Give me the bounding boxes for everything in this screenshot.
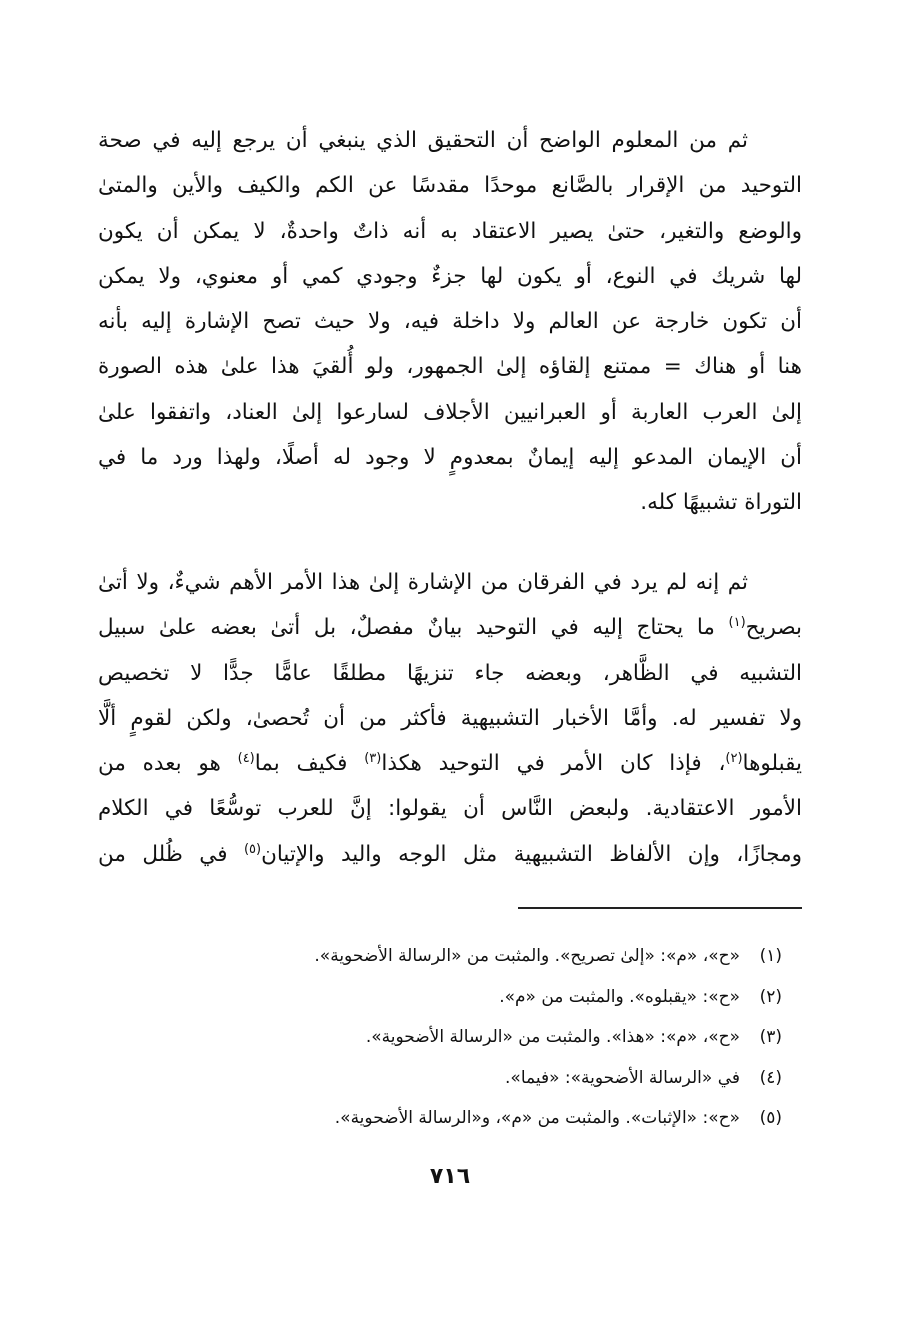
- text-line: هنا أو هناك = ممتنع إلقاؤه إلىٰ الجمهور، ولو أُلقيَ هذا علىٰ هذه الصورة: [98, 354, 802, 380]
- footnote-text: في «الرسالة الأضحوية»: «فيما».: [505, 1067, 740, 1088]
- text-line: ولا تفسير له. وأمَّا الأخبار التشبيهية فأكثر من أن تُحصىٰ، ولكن لقومٍ ألَّا: [98, 705, 802, 731]
- text-line: [98, 605, 802, 650]
- text-line: الأمور الاعتقادية. ولبعض النَّاس أن يقولوا: إنَّ للعرب توسُّعًا في الكلام: [98, 796, 802, 822]
- text-segment: ، فإذا كان الأمر في التوحيد هكذا: [381, 751, 726, 777]
- text-line: أن الإيمان المدعو إليه إيمانٌ بمعدومٍ لا وجود له أصلًا، ولهذا ورد ما في: [98, 445, 802, 471]
- footnote-separator: [518, 907, 802, 909]
- text-segment: يقبلوها: [742, 751, 802, 777]
- footnote-ref-2[interactable]: (٢): [725, 751, 743, 767]
- text-segment: بصريح: [745, 615, 802, 641]
- footnote-item: [98, 977, 802, 1018]
- footnote-ref-5[interactable]: (٥): [243, 841, 262, 857]
- footnote-text: «ح»، «م»: «هذا». والمثبت من «الرسالة الأضحوية».: [365, 1027, 740, 1047]
- text-line: التوراة تشبيهًا كله.: [640, 490, 802, 516]
- footnote-number: (١): [759, 946, 782, 966]
- text-segment: هو بعده من: [98, 751, 221, 777]
- footnote-item: [98, 1098, 802, 1139]
- text-line: [98, 741, 802, 786]
- footnote-ref-3[interactable]: (٣): [364, 751, 382, 767]
- footnote-text: «ح»، «م»: «إلىٰ تصريح». والمثبت من «الرسالة الأضحوية».: [314, 946, 740, 966]
- text-line: لها شريك في النوع، أو يكون لها جزءٌ وجودي كمي أو معنوي، ولا يمكن: [98, 263, 802, 289]
- page-number: ٧١٦: [429, 1164, 471, 1189]
- footnote-item: [98, 936, 802, 977]
- text-line: التشبيه في الظَّاهر، وبعضه جاء تنزيهًا مطلقًا عامًّا جدًّا لا تخصيص: [98, 660, 802, 686]
- footnote-text: «ح»: «الإثبات». والمثبت من «م»، و«الرسالة الأضحوية».: [334, 1108, 740, 1128]
- footnotes-list: [98, 936, 802, 1139]
- footnote-text: «ح»: «يقبلوه». والمثبت من «م».: [499, 986, 740, 1007]
- footnote-number: (٢): [759, 986, 782, 1007]
- footnote-ref-4[interactable]: (٤): [237, 751, 255, 767]
- text-line: [98, 832, 802, 877]
- text-line: والوضع والتغير، حتىٰ يصير الاعتقاد به أنه ذاتٌ واحدةٌ، لا يمكن أن يكون: [98, 218, 802, 244]
- text-segment: فكيف بما: [254, 751, 348, 777]
- text-line: أن تكون خارجة عن العالم ولا داخلة فيه، ولا حيث تصح الإشارة إليه بأنه: [98, 309, 802, 335]
- footnote-number: (٥): [759, 1108, 782, 1128]
- footnote-number: (٣): [759, 1027, 782, 1047]
- footnote-number: (٤): [759, 1067, 782, 1088]
- footnote-item: [98, 1017, 802, 1058]
- footnote-item: [98, 1058, 802, 1099]
- text-line: ثم من المعلوم الواضح أن التحقيق الذي ينبغي أن يرجع إليه في صحة: [98, 128, 748, 153]
- text-line: التوحيد من الإقرار بالصَّانع موحدًا مقدسًا عن الكم والكيف والأين والمتىٰ: [98, 173, 802, 199]
- text-line: ثم إنه لم يرد في الفرقان من الإشارة إلىٰ هذا الأمر الأهم شيءٌ، ولا أتىٰ: [98, 570, 748, 595]
- footnote-ref-1[interactable]: (١): [728, 615, 746, 631]
- text-line: إلىٰ العرب العاربة أو العبرانيين الأجلاف لسارعوا إلىٰ العناد، واتفقوا علىٰ: [98, 399, 802, 425]
- paragraph-1: [98, 118, 802, 526]
- text-segment: ما يحتاج إليه في التوحيد بيانٌ مفصلٌ، بل أتىٰ بعضه علىٰ سبيل: [98, 615, 715, 641]
- paragraph-2: [98, 560, 802, 877]
- text-segment: ومجازًا، وإن الألفاظ التشبيهية مثل الوجه واليد والإتيان: [261, 841, 802, 867]
- text-segment: في ظُلل من: [98, 841, 228, 867]
